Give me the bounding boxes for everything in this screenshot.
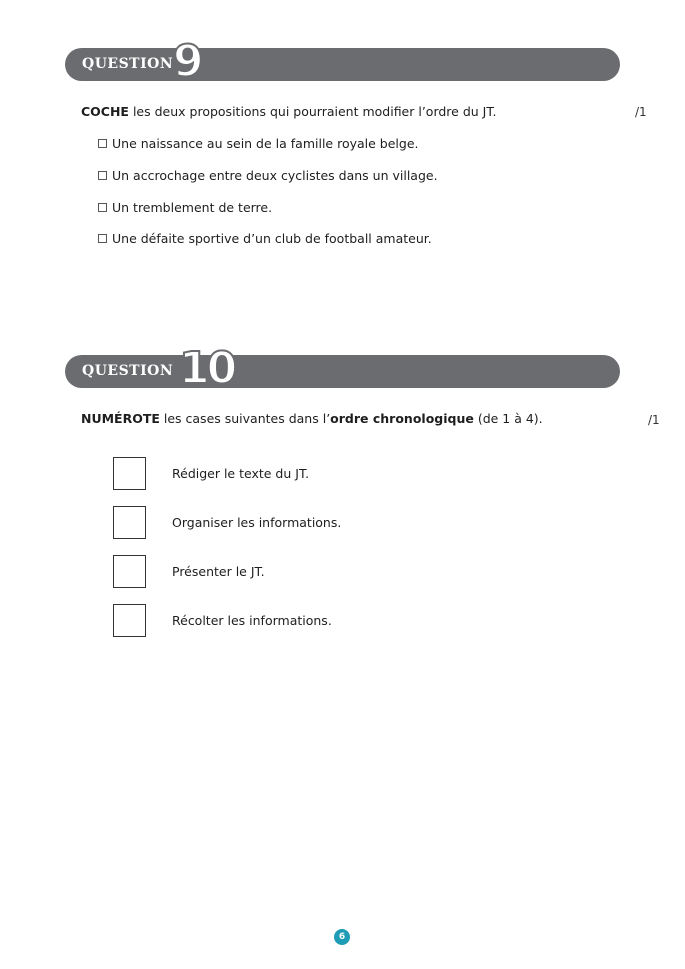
question-label: QUESTION — [82, 363, 174, 379]
option-label: Un tremblement de terre. — [112, 200, 273, 215]
option-3[interactable] — [98, 200, 272, 215]
number-input-box-4[interactable] — [113, 604, 146, 637]
option-2[interactable] — [98, 168, 438, 183]
item-label-2: Organiser les informations. — [172, 515, 342, 530]
number-input-box-2[interactable] — [113, 506, 146, 539]
checkbox[interactable] — [98, 203, 107, 212]
number-input-box-1[interactable] — [113, 457, 146, 490]
question-10-instruction — [81, 411, 543, 426]
number-input-box-3[interactable] — [113, 555, 146, 588]
instruction-text: les cases suivantes dans l’ — [159, 411, 331, 426]
instruction-emphasis: ordre chronologique — [330, 411, 474, 426]
option-label: Une défaite sportive d’un club de football amateur. — [112, 231, 432, 246]
option-4[interactable] — [98, 231, 432, 246]
question-9-points: /1 — [635, 105, 647, 119]
instruction-verb: COCHE — [81, 104, 129, 119]
option-1[interactable] — [98, 136, 419, 151]
instruction-verb: NUMÉROTE — [81, 411, 160, 426]
item-label-1: Rédiger le texte du JT. — [172, 466, 310, 481]
checkbox[interactable] — [98, 139, 107, 148]
question-10-points: /1 — [648, 413, 660, 427]
item-label-3: Présenter le JT. — [172, 564, 265, 579]
item-label-4: Récolter les informations. — [172, 613, 332, 628]
option-label: Un accrochage entre deux cyclistes dans un village. — [112, 168, 438, 183]
question-number: 9 — [173, 36, 201, 87]
page-number-badge: 6 — [334, 929, 350, 945]
instruction-text: les deux propositions qui pourraient modifier l’ordre du JT. — [128, 104, 497, 119]
question-9-header — [65, 36, 620, 87]
question-10-header — [65, 343, 620, 394]
question-number: 10 — [179, 343, 235, 394]
instruction-text: (de 1 à 4). — [473, 411, 543, 426]
checkbox[interactable] — [98, 171, 107, 180]
question-label: QUESTION — [82, 56, 174, 72]
question-9-instruction — [81, 104, 496, 119]
checkbox[interactable] — [98, 234, 107, 243]
option-label: Une naissance au sein de la famille royale belge. — [112, 136, 419, 151]
